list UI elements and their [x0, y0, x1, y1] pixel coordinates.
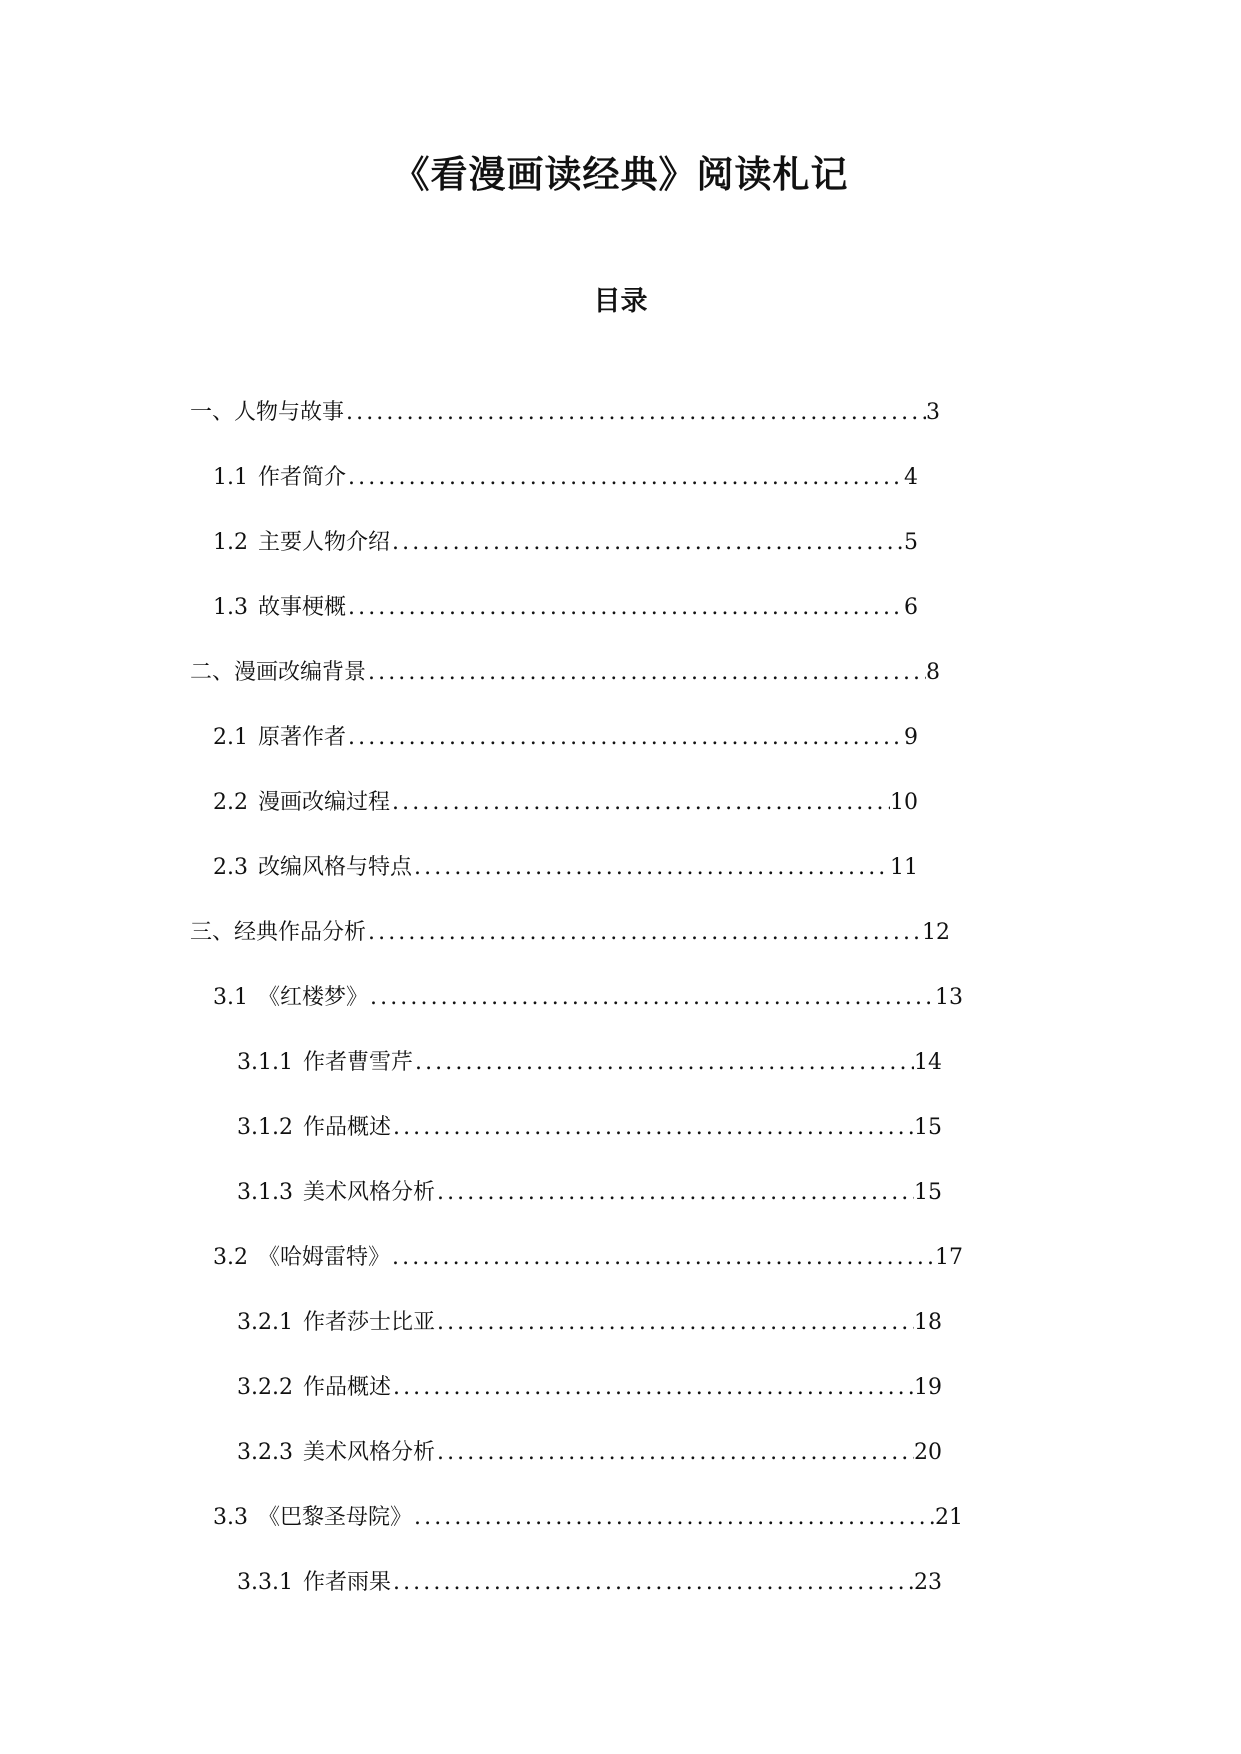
dot-leader [390, 1243, 935, 1273]
toc-row [0, 1485, 1241, 1550]
dot-leader [412, 1503, 935, 1533]
table-of-contents [0, 380, 1241, 1615]
dot-leader [366, 918, 922, 948]
toc-entry-subsection-3-1-3[interactable] [237, 1178, 942, 1208]
toc-entry-title: 人物与故事 [234, 399, 345, 425]
toc-row [0, 1290, 1241, 1355]
dot-leader [391, 1373, 914, 1403]
toc-row [0, 770, 1241, 835]
toc-entry-page: 15 [914, 1179, 942, 1205]
dot-leader [435, 1178, 914, 1208]
dot-leader [413, 1048, 914, 1078]
toc-row [0, 380, 1241, 445]
toc-entry-number: 1.2 [213, 529, 248, 555]
dot-leader [366, 658, 926, 688]
toc-entry-subsection-3-2-2[interactable] [237, 1373, 942, 1403]
toc-row [0, 640, 1241, 705]
toc-entry-title: 作者简介 [258, 464, 347, 490]
toc-entry-page: 5 [904, 529, 918, 555]
toc-entry-title: 作者曹雪芹 [302, 1049, 413, 1075]
toc-entry-section-1-3[interactable] [213, 593, 918, 623]
toc-entry-title: 作者莎士比亚 [302, 1309, 435, 1335]
toc-entry-section-3-2[interactable] [213, 1243, 963, 1273]
dot-leader [346, 463, 904, 493]
toc-row [0, 445, 1241, 510]
toc-entry-page: 20 [914, 1439, 942, 1465]
dot-leader [391, 1568, 914, 1598]
dot-leader [344, 398, 926, 428]
toc-entry-number: 3.1.2 [237, 1114, 293, 1140]
toc-entry-section-2-1[interactable] [213, 723, 918, 753]
toc-entry-page: 4 [904, 464, 918, 490]
toc-entry-number: 二、 [190, 659, 235, 685]
toc-entry-number: 3.1.3 [237, 1179, 293, 1205]
toc-entry-number: 3.3.1 [237, 1569, 293, 1595]
toc-entry-title: 作品概述 [302, 1374, 391, 1400]
toc-entry-number: 3.3 [213, 1504, 248, 1530]
toc-row [0, 1225, 1241, 1290]
toc-entry-subsection-3-1-1[interactable] [237, 1048, 942, 1078]
toc-entry-number: 1.1 [213, 464, 248, 490]
toc-row [0, 575, 1241, 640]
toc-entry-title: 漫画改编过程 [258, 789, 391, 815]
dot-leader [390, 788, 890, 818]
toc-entry-number: 三、 [190, 919, 235, 945]
toc-entry-page: 19 [914, 1374, 942, 1400]
toc-entry-chapter-2[interactable] [190, 658, 940, 688]
toc-entry-title: 改编风格与特点 [258, 854, 413, 880]
toc-entry-title: 故事梗概 [258, 594, 347, 620]
toc-entry-page: 23 [914, 1569, 942, 1595]
dot-leader [412, 853, 890, 883]
toc-entry-title: 美术风格分析 [302, 1179, 435, 1205]
toc-entry-section-1-1[interactable] [213, 463, 918, 493]
toc-entry-number: 1.3 [213, 594, 248, 620]
toc-entry-page: 8 [926, 659, 940, 685]
toc-row [0, 900, 1241, 965]
dot-leader [391, 1113, 914, 1143]
toc-entry-subsection-3-1-2[interactable] [237, 1113, 942, 1143]
toc-entry-title: 《哈姆雷特》 [258, 1244, 391, 1270]
toc-row [0, 1420, 1241, 1485]
toc-entry-title: 原著作者 [258, 724, 347, 750]
toc-entry-number: 2.2 [213, 789, 248, 815]
toc-entry-chapter-1[interactable] [190, 398, 940, 428]
toc-entry-page: 18 [914, 1309, 942, 1335]
toc-row [0, 1095, 1241, 1160]
toc-entry-title: 美术风格分析 [302, 1439, 435, 1465]
toc-entry-subsection-3-2-1[interactable] [237, 1308, 942, 1338]
toc-entry-number: 2.3 [213, 854, 248, 880]
toc-entry-section-2-3[interactable] [213, 853, 918, 883]
toc-entry-number: 一、 [190, 399, 235, 425]
toc-entry-title: 经典作品分析 [234, 919, 367, 945]
toc-entry-page: 17 [935, 1244, 963, 1270]
toc-entry-number: 2.1 [213, 724, 248, 750]
toc-row [0, 1550, 1241, 1615]
toc-row [0, 835, 1241, 900]
toc-entry-title: 主要人物介绍 [258, 529, 391, 555]
toc-entry-section-1-2[interactable] [213, 528, 918, 558]
toc-row [0, 510, 1241, 575]
toc-entry-number: 3.2.2 [237, 1374, 293, 1400]
toc-entry-subsection-3-3-1[interactable] [237, 1568, 942, 1598]
toc-entry-page: 14 [914, 1049, 942, 1075]
toc-entry-page: 12 [922, 919, 950, 945]
toc-entry-page: 13 [935, 984, 963, 1010]
toc-entry-section-3-1[interactable] [213, 983, 963, 1013]
document-title: 《看漫画读经典》阅读札记 [392, 152, 849, 196]
toc-entry-number: 3.2.1 [237, 1309, 293, 1335]
toc-entry-number: 3.2.3 [237, 1439, 293, 1465]
toc-entry-chapter-3[interactable] [190, 918, 950, 948]
toc-row [0, 1030, 1241, 1095]
dot-leader [435, 1308, 914, 1338]
dot-leader [346, 723, 904, 753]
toc-heading: 目录 [593, 286, 648, 317]
toc-entry-title: 作品概述 [302, 1114, 391, 1140]
toc-entry-title: 《红楼梦》 [258, 984, 369, 1010]
toc-row [0, 705, 1241, 770]
dot-leader [346, 593, 904, 623]
toc-row [0, 1355, 1241, 1420]
toc-entry-number: 3.2 [213, 1244, 248, 1270]
dot-leader [390, 528, 904, 558]
toc-entry-page: 6 [904, 594, 918, 620]
toc-entry-page: 3 [926, 399, 940, 425]
toc-entry-page: 10 [890, 789, 918, 815]
toc-row [0, 1160, 1241, 1225]
toc-entry-title: 《巴黎圣母院》 [258, 1504, 413, 1530]
toc-row [0, 965, 1241, 1030]
toc-entry-title: 漫画改编背景 [234, 659, 367, 685]
toc-entry-number: 3.1 [213, 984, 248, 1010]
toc-entry-section-2-2[interactable] [213, 788, 918, 818]
dot-leader [368, 983, 935, 1013]
toc-entry-page: 21 [935, 1504, 963, 1530]
toc-entry-number: 3.1.1 [237, 1049, 293, 1075]
dot-leader [435, 1438, 914, 1468]
toc-entry-section-3-3[interactable] [213, 1503, 963, 1533]
toc-entry-page: 11 [890, 854, 918, 880]
toc-entry-page: 15 [914, 1114, 942, 1140]
toc-entry-title: 作者雨果 [302, 1569, 391, 1595]
toc-entry-subsection-3-2-3[interactable] [237, 1438, 942, 1468]
toc-entry-page: 9 [904, 724, 918, 750]
